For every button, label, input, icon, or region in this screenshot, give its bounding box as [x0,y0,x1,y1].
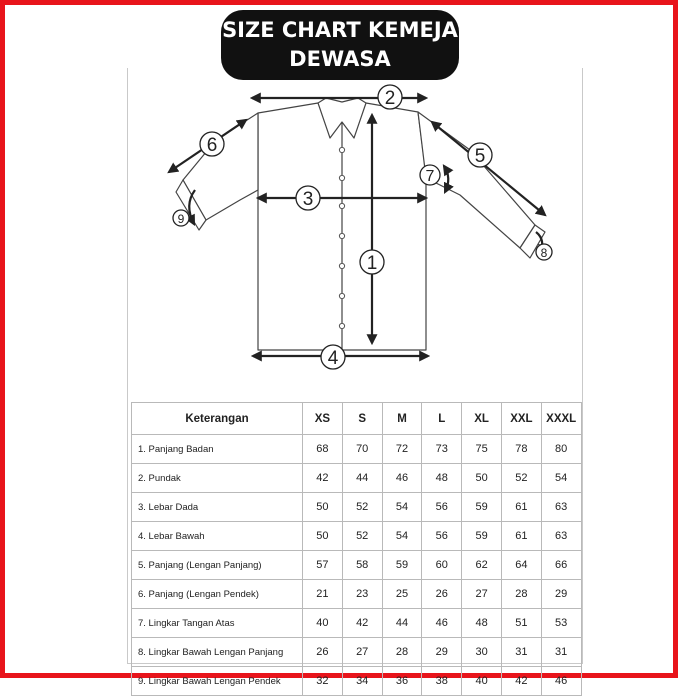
table-row [132,464,582,493]
table-cell: 59 [382,551,422,580]
table-cell: 63 [541,493,581,522]
table-cell: 59 [462,493,502,522]
table-cell: 50 [303,493,343,522]
shirt-outline [176,98,545,350]
table-cell: 23 [342,580,382,609]
table-row [132,638,582,667]
row-label: 9. Lingkar Bawah Lengan Pendek [132,667,303,696]
table-cell: 28 [501,580,541,609]
table-cell: 31 [501,638,541,667]
size-table [131,402,582,696]
row-label: 8. Lingkar Bawah Lengan Panjang [132,638,303,667]
table-cell: 46 [541,667,581,696]
table-cell: 38 [422,667,462,696]
table-cell: 54 [382,493,422,522]
table-cell: 31 [541,638,581,667]
table-cell: 70 [342,435,382,464]
table-row [132,609,582,638]
table-cell: 21 [303,580,343,609]
header-size: XL [462,403,502,435]
table-cell: 51 [501,609,541,638]
table-cell: 46 [422,609,462,638]
table-cell: 44 [382,609,422,638]
label-8: 8 [540,246,548,260]
table-cell: 27 [462,580,502,609]
table-cell: 42 [303,464,343,493]
label-9: 9 [177,212,185,226]
table-cell: 48 [462,609,502,638]
table-cell: 57 [303,551,343,580]
header-size: XS [303,403,343,435]
table-row [132,522,582,551]
table-cell: 72 [382,435,422,464]
size-table-wrap [131,402,581,696]
table-cell: 61 [501,522,541,551]
table-cell: 54 [541,464,581,493]
table-cell: 80 [541,435,581,464]
table-cell: 56 [422,522,462,551]
header-size: XXXL [541,403,581,435]
label-7: 7 [425,168,435,185]
table-cell: 60 [422,551,462,580]
row-label: 7. Lingkar Tangan Atas [132,609,303,638]
table-cell: 63 [541,522,581,551]
table-cell: 29 [422,638,462,667]
table-cell: 29 [541,580,581,609]
label-5: 5 [474,146,486,167]
table-cell: 36 [382,667,422,696]
header-keterangan: Keterangan [132,403,303,435]
label-2: 2 [384,88,396,109]
title-line-1: SIZE CHART KEMEJA [222,18,458,42]
table-cell: 52 [501,464,541,493]
table-cell: 42 [342,609,382,638]
table-cell: 25 [382,580,422,609]
table-cell: 53 [541,609,581,638]
row-label: 4. Lebar Bawah [132,522,303,551]
table-row [132,551,582,580]
table-cell: 46 [382,464,422,493]
table-row [132,667,582,696]
row-label: 5. Panjang (Lengan Panjang) [132,551,303,580]
header-size: XXL [501,403,541,435]
table-row [132,580,582,609]
table-cell: 28 [382,638,422,667]
table-cell: 68 [303,435,343,464]
table-cell: 66 [541,551,581,580]
table-row [132,435,582,464]
table-cell: 56 [422,493,462,522]
table-row [132,493,582,522]
table-cell: 52 [342,522,382,551]
table-cell: 44 [342,464,382,493]
header-size: S [342,403,382,435]
table-cell: 48 [422,464,462,493]
label-1: 1 [366,253,378,274]
row-label: 2. Pundak [132,464,303,493]
table-cell: 78 [501,435,541,464]
title-badge [221,10,459,80]
table-cell: 62 [462,551,502,580]
table-body [132,435,582,696]
header-size: L [422,403,462,435]
label-4: 4 [327,348,339,369]
label-6: 6 [206,135,218,156]
table-cell: 32 [303,667,343,696]
table-cell: 61 [501,493,541,522]
table-cell: 50 [303,522,343,551]
row-label: 1. Panjang Badan [132,435,303,464]
table-cell: 26 [303,638,343,667]
header-size: M [382,403,422,435]
table-cell: 34 [342,667,382,696]
table-cell: 42 [501,667,541,696]
table-cell: 52 [342,493,382,522]
table-cell: 26 [422,580,462,609]
title-line-2: DEWASA [289,47,391,71]
row-label: 6. Panjang (Lengan Pendek) [132,580,303,609]
table-cell: 75 [462,435,502,464]
table-header-row [132,403,582,435]
row-label: 3. Lebar Dada [132,493,303,522]
table-cell: 54 [382,522,422,551]
label-3: 3 [302,189,314,210]
table-cell: 30 [462,638,502,667]
table-cell: 64 [501,551,541,580]
table-cell: 50 [462,464,502,493]
table-cell: 58 [342,551,382,580]
table-cell: 40 [462,667,502,696]
table-cell: 40 [303,609,343,638]
table-cell: 27 [342,638,382,667]
table-cell: 73 [422,435,462,464]
table-cell: 59 [462,522,502,551]
